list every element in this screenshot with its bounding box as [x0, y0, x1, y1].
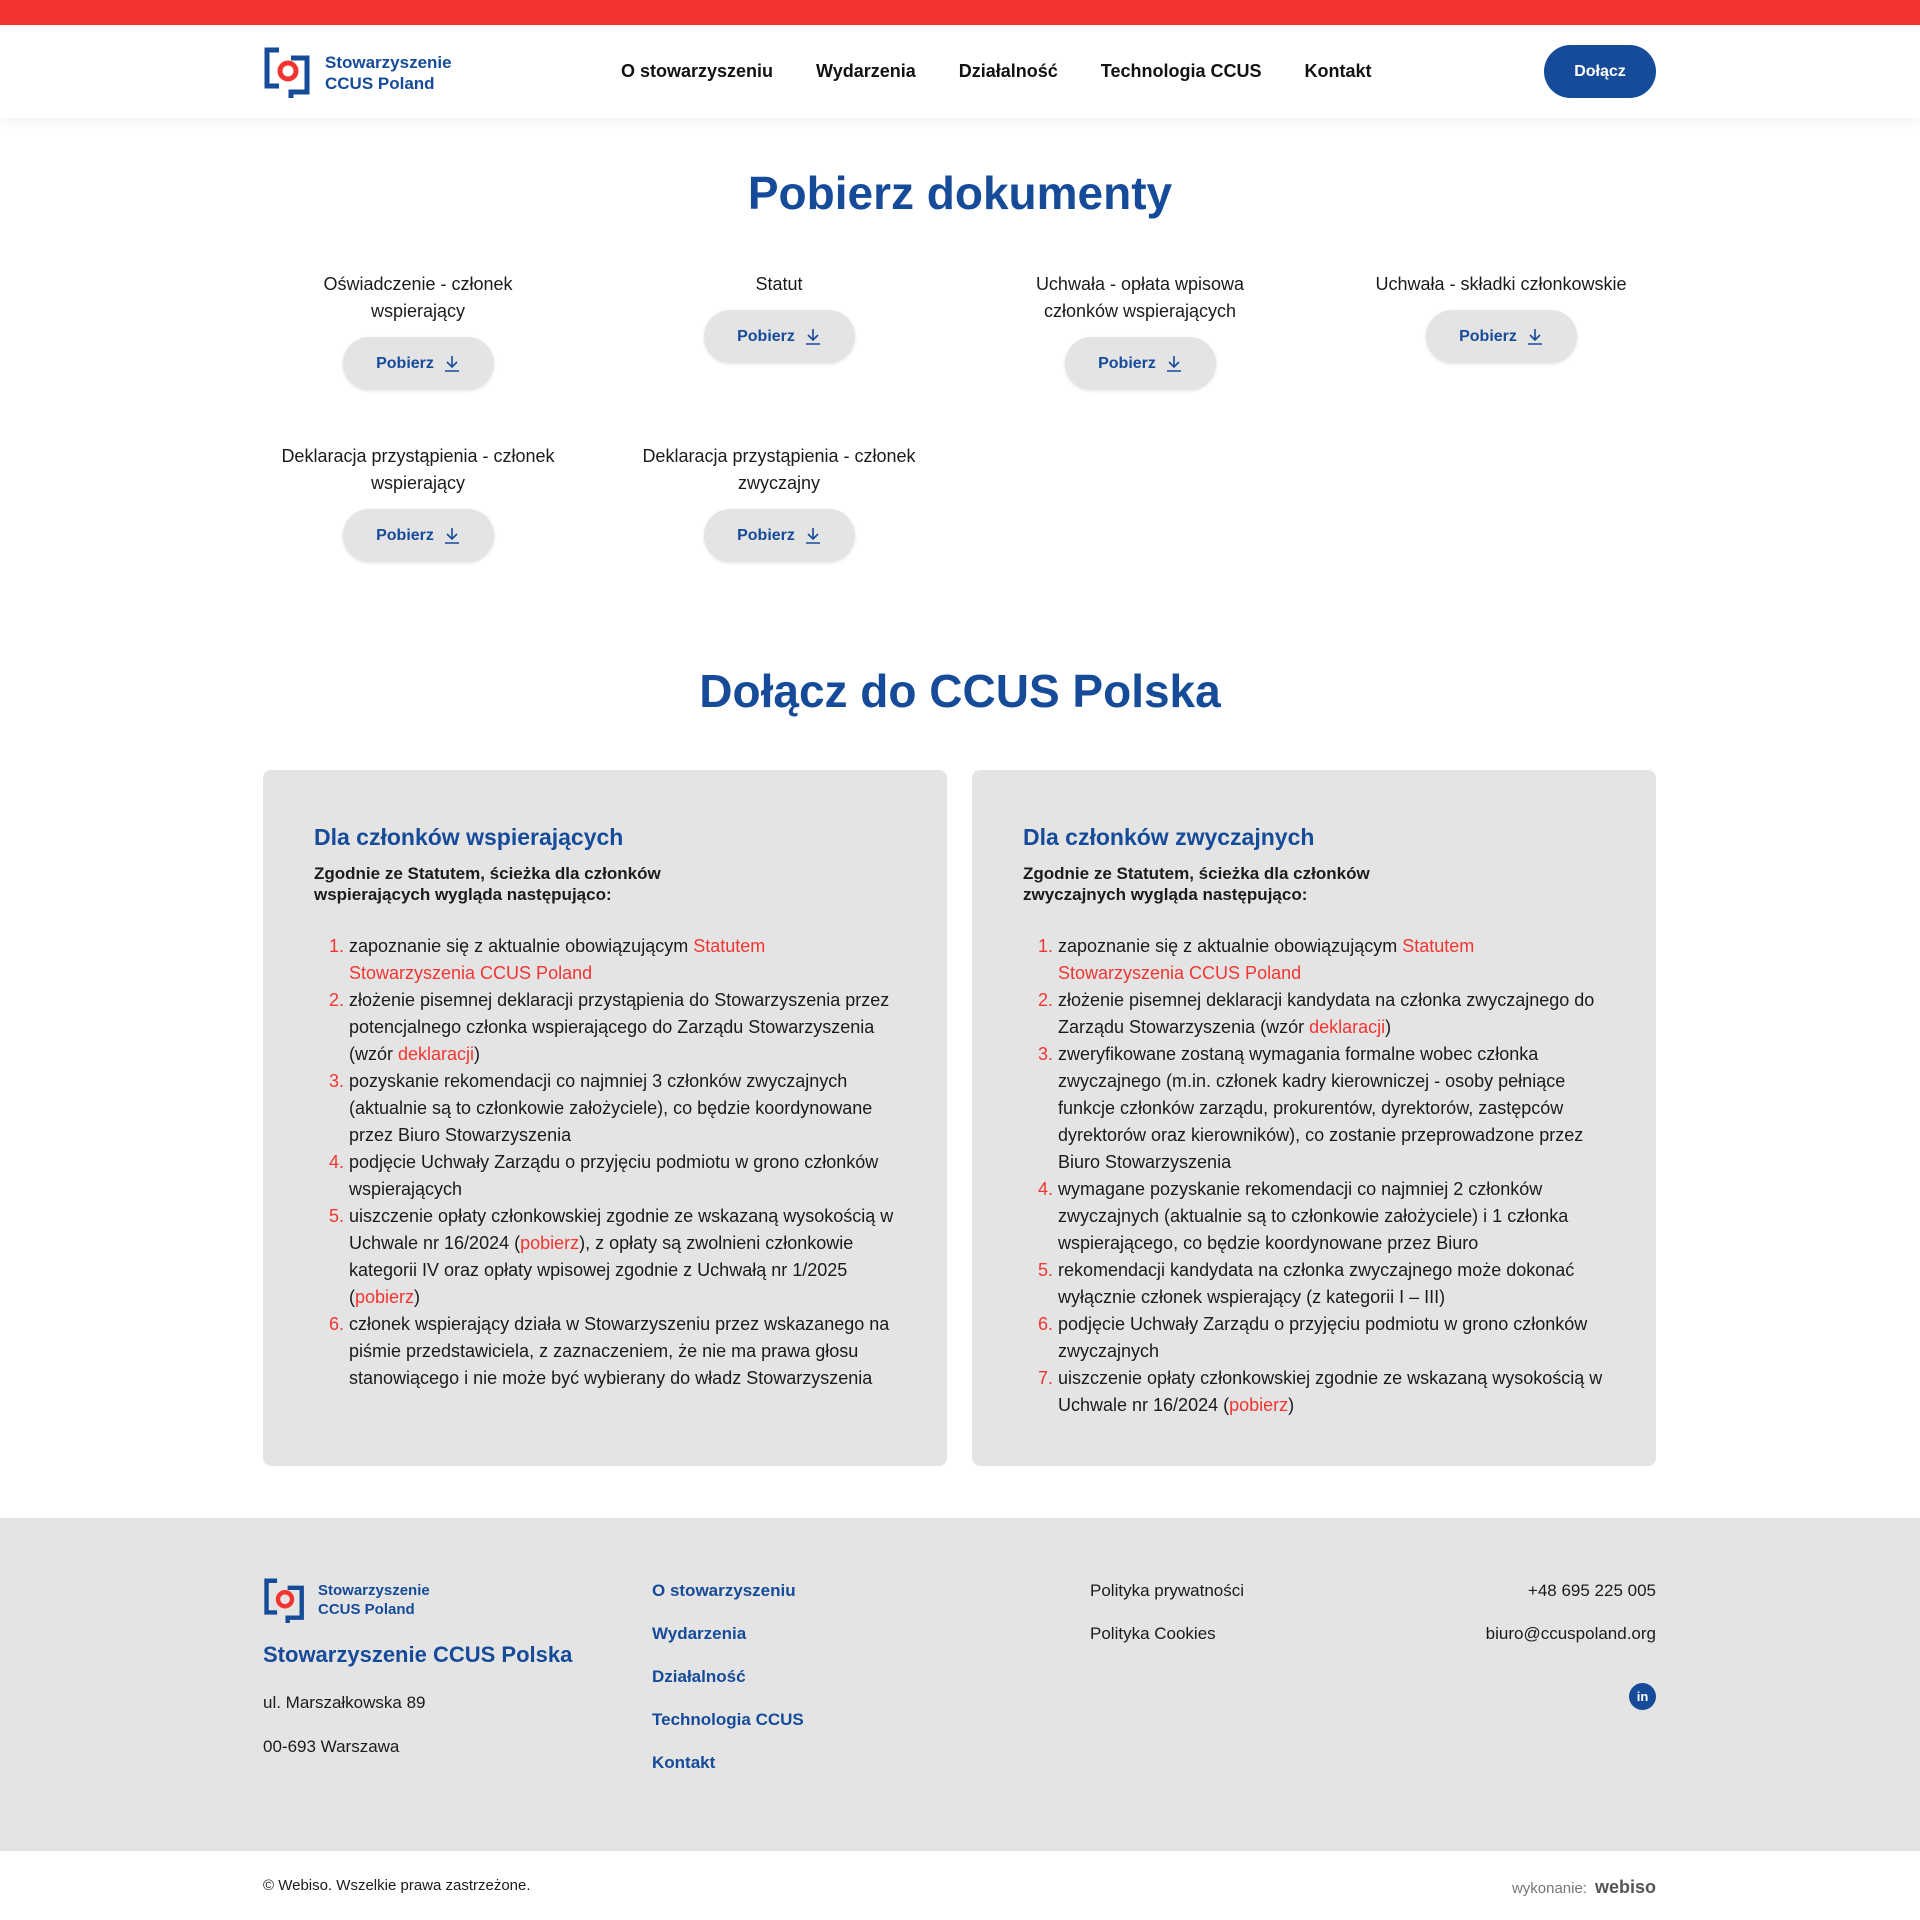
footer-address-street: ul. Marszałkowska 89 [263, 1693, 426, 1712]
list-item: 3. zweryfikowane zostaną wymagania formalne wobec członka zwyczajnego (m.in. członek kadry kierowniczej - osoby pełniące funkcje członków zarządu, prokurentów, dyrektorów, zastępców dyrektorów oraz kierowników), co zostanie przeprowadzone przez Biuro Stowarzyszenia [1058, 1041, 1604, 1176]
list-item: 2. złożenie pisemnej deklaracji kandydata na członka zwyczajnego do Zarządu Stowarzyszenia (wzór deklaracji) [1058, 987, 1604, 1041]
download-icon [444, 355, 460, 372]
download-button[interactable] [343, 509, 494, 562]
ccus-logo-icon [263, 1577, 307, 1625]
top-accent-bar [0, 0, 1920, 25]
card-heading: Dla członków zwyczajnych [1023, 824, 1315, 850]
logo-line-2: CCUS Poland [325, 74, 435, 93]
download-button[interactable] [704, 310, 855, 363]
steps-list [1023, 933, 1604, 1419]
statute-link[interactable]: Statutem Stowarzyszenia CCUS Poland [349, 936, 766, 983]
nav-dzialalnosc[interactable]: Działalność [958, 61, 1058, 81]
list-item: 2. złożenie pisemnej deklaracji przystąpienia do Stowarzyszenia przez potencjalnego członka wspierającego do Zarządu Stowarzyszenia (wzór deklaracji) [349, 987, 895, 1068]
statute-link[interactable]: Statutem Stowarzyszenia CCUS Poland [1058, 936, 1475, 983]
download-icon [1527, 328, 1543, 345]
footer-logo[interactable] [263, 1577, 430, 1625]
site-header [0, 25, 1920, 118]
bottom-bar [0, 1851, 1920, 1920]
steps-list [314, 933, 895, 1392]
footer-nav-wydarzenia[interactable]: Wydarzenia [652, 1624, 747, 1643]
download-icon [444, 527, 460, 544]
header-logo-text [325, 52, 452, 95]
card-intro: Zgodnie ze Statutem, ścieżka dla członków wspierających wygląda następująco: [314, 864, 661, 904]
copyright: © Webiso. Wszelkie prawa zastrzeżone. [263, 1877, 531, 1894]
resolution-download-link[interactable]: pobierz [1229, 1395, 1289, 1415]
declaration-link[interactable]: deklaracji [398, 1044, 475, 1064]
footer-nav-o-stowarzyszeniu[interactable]: O stowarzyszeniu [652, 1581, 796, 1600]
list-item: 6. podjęcie Uchwały Zarządu o przyjęciu podmiotu w grono członków zwyczajnych [1058, 1311, 1604, 1365]
download-button-label: Pobierz [737, 327, 795, 345]
card-heading: Dla członków wspierających [314, 824, 624, 850]
download-icon [805, 328, 821, 345]
list-item: 1. zapoznanie się z aktualnie obowiązującym Statutem Stowarzyszenia CCUS Poland [349, 933, 895, 987]
download-button-label: Pobierz [737, 526, 795, 544]
supporting-members-card [263, 770, 947, 1466]
made-by[interactable] [1512, 1877, 1656, 1898]
download-button[interactable] [704, 509, 855, 562]
download-icon [1166, 355, 1182, 372]
doc-title: Oświadczenie - członek wspierający [323, 274, 513, 321]
footer-phone[interactable]: +48 695 225 005 [1527, 1581, 1656, 1600]
list-item: 3. pozyskanie rekomendacji co najmniej 3 członków zwyczajnych (aktualnie są to członkowie założyciele), co będzie koordynowane przez Biuro Stowarzyszenia [349, 1068, 895, 1149]
footer-nav-technologia-ccus[interactable]: Technologia CCUS [652, 1710, 804, 1729]
footer-email[interactable]: biuro@ccuspoland.org [1485, 1624, 1656, 1643]
join-title: Dołącz do CCUS Polska [699, 665, 1221, 717]
download-icon [805, 527, 821, 544]
footer-policies [1090, 1580, 1244, 1666]
nav-kontakt[interactable]: Kontakt [1304, 61, 1372, 81]
download-button-label: Pobierz [376, 526, 434, 544]
list-item: 1. zapoznanie się z aktualnie obowiązującym Statutem Stowarzyszenia CCUS Poland [1058, 933, 1604, 987]
footer-address-city: 00-693 Warszawa [263, 1737, 400, 1756]
doc-title: Uchwała - opłata wpisowa członków wspierających [1035, 274, 1245, 321]
list-item: 7. uiszczenie opłaty członkowskiej zgodnie ze wskazaną wysokością w Uchwale nr 16/2024 (pobierz) [1058, 1365, 1604, 1419]
privacy-policy-link[interactable]: Polityka prywatności [1090, 1581, 1245, 1600]
logo-line-2: CCUS Poland [318, 1601, 415, 1618]
list-item: 4. wymagane pozyskanie rekomendacji co najmniej 2 członków zwyczajnych (aktualnie są to członkowie założyciele) i 1 członka wspierającego, co będzie koordynowane przez Biuro [1058, 1176, 1604, 1257]
nav-wydarzenia[interactable]: Wydarzenia [816, 61, 916, 81]
download-button-label: Pobierz [1098, 354, 1156, 372]
doc-item [260, 443, 576, 562]
downloads-title: Pobierz dokumenty [747, 167, 1173, 219]
download-button-label: Pobierz [1459, 327, 1517, 345]
list-item: 4. podjęcie Uchwały Zarządu o przyjęciu podmiotu w grono członków wspierających [349, 1149, 895, 1203]
doc-item [1343, 271, 1659, 363]
list-item: 5. rekomendacji kandydata na członka zwyczajnego może dokonać wyłącznie członek wspierający (z kategorii I – III) [1058, 1257, 1604, 1311]
card-intro: Zgodnie ze Statutem, ścieżka dla członków zwyczajnych wygląda następująco: [1023, 864, 1370, 904]
declaration-link[interactable]: deklaracji [1309, 1017, 1386, 1037]
logo-line-1: Stowarzyszenie [318, 1582, 430, 1600]
resolution-download-link[interactable]: pobierz [520, 1233, 580, 1253]
doc-title: Deklaracja przystąpienia - członek wspierający [281, 446, 555, 493]
list-item: 5. uiszczenie opłaty członkowskiej zgodnie ze wskazaną wysokością w Uchwale nr 16/2024 (pobierz), z opłaty są zwolnieni członkowie kategorii IV oraz opłaty wpisowej zgodnie z Uchwałą nr 1/2025 (pobierz) [349, 1203, 895, 1311]
doc-title: Uchwała - składki członkowskie [1375, 274, 1627, 294]
resolution-download-link[interactable]: pobierz [355, 1287, 415, 1307]
ccus-logo-icon [263, 46, 313, 100]
footer-org-name: Stowarzyszenie CCUS Polska [263, 1642, 573, 1667]
logo-line-1: Stowarzyszenie [325, 52, 452, 72]
doc-item [982, 271, 1298, 390]
footer-nav-kontakt[interactable]: Kontakt [652, 1753, 716, 1772]
footer-nav [652, 1580, 804, 1795]
regular-members-card [972, 770, 1656, 1466]
footer-logo-text [318, 1582, 430, 1620]
nav-o-stowarzyszeniu[interactable]: O stowarzyszeniu [621, 61, 774, 81]
download-button[interactable] [1065, 337, 1216, 390]
nav-technologia-ccus[interactable]: Technologia CCUS [1100, 61, 1262, 81]
download-button-label: Pobierz [376, 354, 434, 372]
list-item: 6. członek wspierający działa w Stowarzyszeniu przez wskazanego na piśmie przedstawiciela, z zaznaczeniem, że nie ma prawa głosu stanowiącego i nie może być wybierany do władz Stowarzyszenia [349, 1311, 895, 1392]
download-button[interactable] [1426, 310, 1577, 363]
doc-title: Deklaracja przystąpienia - członek zwyczajny [642, 446, 916, 493]
doc-item [621, 443, 937, 562]
footer-nav-dzialalnosc[interactable]: Działalność [652, 1667, 746, 1686]
main-nav [621, 61, 1371, 82]
cookies-policy-link[interactable]: Polityka Cookies [1090, 1624, 1216, 1643]
join-button[interactable]: Dołącz [1544, 45, 1656, 98]
doc-title: Statut [755, 274, 803, 294]
doc-item [621, 271, 937, 363]
download-button[interactable] [343, 337, 494, 390]
made-by-brand: webiso [1594, 1877, 1656, 1897]
site-footer [0, 1518, 1920, 1851]
footer-contact [1486, 1580, 1656, 1666]
made-by-label: wykonanie: [1511, 1880, 1587, 1897]
doc-item [260, 271, 576, 390]
linkedin-icon[interactable]: in [1629, 1683, 1656, 1710]
header-logo[interactable] [263, 46, 452, 100]
